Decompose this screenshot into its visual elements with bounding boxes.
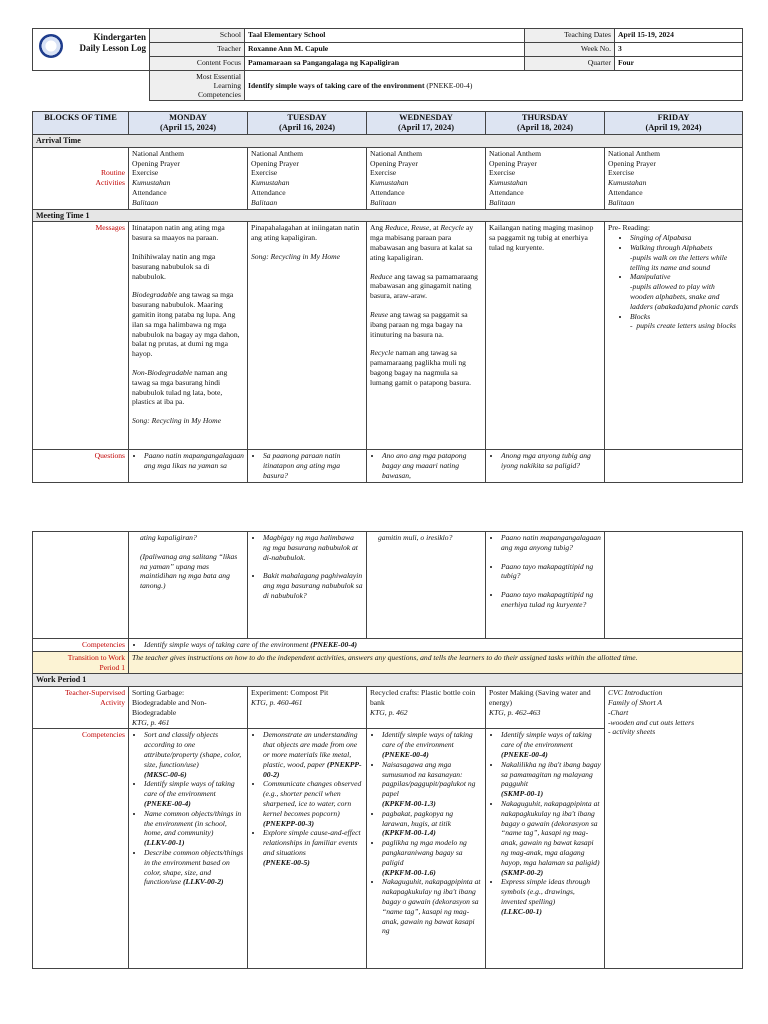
title-cell [33, 29, 150, 71]
questions-tuesday-continued: • Magbigay ng mga halimbawa ng mga basurang nabubulok at di-nabubulok. • Bakit mahalagang paghiwalayin ang mga basurang nabubulok sa di nabubulok? [248, 532, 367, 639]
transition-text: The teacher gives instructions on how to do the independent activities, answers any questions, and tells the learners to do their assigned tasks within the allotted time. [129, 651, 743, 674]
work-competencies-thursday: • Identify simple ways of taking care of the environment (PNEKE-00-4) • Nakalilikha ng iba't ibang bagay sa pamamagitan ng malayang pagguhit (SKMP-00-1) • Nakaguguhit, nakapagpipinta at nakapagkukulay ng iba't ibang bagay o gawain (dekorasyon sa “name tag”, kasapi ng mag-anak, gawain ng bawat kasapi ng mag-anak, mga alagang hayop, mga halaman sa paligid) (SKMP-00-2) • Express simple ideas through symbols (e.g., drawings, invented spelling) (LLKC-00-1) [486, 729, 605, 969]
week-value: 3 [615, 43, 743, 57]
row-label-meeting-competencies: Competencies [33, 639, 129, 652]
messages-wednesday: Ang Reduce, Reuse, at Recycle ay mga mabisang paraan para mabawasan ang basura at kalat sa ating kapaligiran. Reduce ang tawag sa pamamaraang mabawasan ang ginagamit nating basura, araw-araw. Reuse ang tawag sa paggamit sa ibang paraan ng mga bagay na itinuturing na basura na. Recycle naman ang tawag sa pamamaraang paglikha muli ng bagong bagay na nagmula sa lumang gamit o patapong basura. [367, 222, 486, 450]
dates-value: April 15-19, 2024 [615, 29, 743, 43]
routine-line: Exercise [132, 168, 159, 178]
melc-label-3: Competencies [197, 90, 241, 99]
meeting-competency: • Identify simple ways of taking care of the environment (PNEKE-00-4) [129, 639, 743, 652]
row-label-questions: Questions [33, 450, 129, 482]
routine-line: National Anthem [251, 148, 304, 158]
routine-line: Attendance [132, 187, 167, 197]
title-line-1: Kindergarten [93, 32, 146, 42]
lesson-table-page-1 [32, 111, 743, 483]
questions-thursday-continued: • Paano natin mapangangalagaan ang mga anyong tubig? • Paano tayo makapagtitipid ng tubig? • Paano tayo makapagtitipid ng enerhiya tulad ng kuryente? [486, 532, 605, 639]
messages-tuesday: Pinapahalagahan at iniingatan natin ang ating kapaligiran. Song: Recycling in My Home [248, 222, 367, 450]
activity-tuesday: Experiment: Compost Pit KTG, p. 460-461 [248, 687, 367, 729]
routine-line: Kumustahan [251, 178, 290, 188]
routine-tuesday [248, 147, 367, 209]
routine-line: Exercise [608, 168, 635, 178]
routine-line: Kumustahan [608, 178, 647, 188]
melc-label-1: Most Essential [196, 72, 241, 81]
routine-line: National Anthem [608, 148, 661, 158]
routine-line: Opening Prayer [370, 158, 418, 168]
routine-line: Balitaan [608, 197, 635, 207]
activity-monday: Sorting Garbage: Biodegradable and Non-Biodegradable KTG, p. 461 [129, 687, 248, 729]
lesson-table-page-2 [32, 531, 743, 969]
routine-wednesday [367, 147, 486, 209]
routine-line: Kumustahan [489, 178, 528, 188]
messages-friday: Pre- Reading: • Singing of Alpabasa • Walking through Alphabets -pupils walk on the letters while telling its name and sound • Manipulative -pupils allowed to play with wooden alphabets, snake and ladders (abakada)and phonic cards • Blocks - pupils create letters using blocks [605, 222, 743, 450]
routine-line: Balitaan [489, 197, 516, 207]
routine-line: Opening Prayer [132, 158, 180, 168]
melc-code: (PNEKE-00-4) [426, 80, 473, 90]
routine-line: Attendance [489, 187, 524, 197]
routine-line: Opening Prayer [608, 158, 656, 168]
questions-wednesday-continued: gamitin muli, o iresiklo? [367, 532, 486, 639]
melc-label [150, 71, 245, 101]
blank-cell [33, 71, 150, 101]
messages-thursday: Kailangan nating maging masinop sa paggamit ng tubig at enerhiya tulad ng kuryente. [486, 222, 605, 450]
week-label: Week No. [525, 43, 615, 57]
routine-line: National Anthem [370, 148, 423, 158]
routine-thursday [486, 147, 605, 209]
routine-line: Opening Prayer [251, 158, 299, 168]
section-work-period-1: Work Period 1 [33, 674, 743, 687]
routine-line: Kumustahan [132, 178, 171, 188]
row-label-routine: Routine Activities [33, 147, 129, 209]
routine-line: National Anthem [489, 148, 542, 158]
routine-line: Attendance [608, 187, 643, 197]
questions-friday [605, 450, 743, 482]
melc-text: Identify simple ways of taking care of the environment [248, 80, 425, 90]
dates-label: Teaching Dates [525, 29, 615, 43]
routine-line: Exercise [251, 168, 278, 178]
routine-line: Attendance [370, 187, 405, 197]
row-label-messages: Messages [33, 222, 129, 450]
title-line-2: Daily Lesson Log [79, 43, 146, 53]
questions-monday: • Paano natin mapangangalagaan ang mga likas na yaman sa [129, 450, 248, 482]
section-meeting-time-1: Meeting Time 1 [33, 209, 743, 222]
col-thursday: THURSDAY (April 18, 2024) [486, 112, 605, 135]
routine-line: Exercise [370, 168, 397, 178]
routine-line: National Anthem [132, 148, 185, 158]
questions-friday-continued [605, 532, 743, 639]
school-value: Taal Elementary School [245, 29, 525, 43]
col-blocks-of-time: BLOCKS OF TIME [33, 112, 129, 135]
routine-line: Exercise [489, 168, 516, 178]
questions-thursday: • Anong mga anyong tubig ang iyong nakikita sa paligid? [486, 450, 605, 482]
activity-thursday: Poster Making (Saving water and energy) KTG, p. 462-463 [486, 687, 605, 729]
teacher-value: Roxanne Ann M. Capule [245, 43, 525, 57]
col-monday: MONDAY (April 15, 2024) [129, 112, 248, 135]
row-label-work-competencies: Competencies [33, 729, 129, 969]
col-friday: FRIDAY (April 19, 2024) [605, 112, 743, 135]
activity-wednesday: Recycled crafts: Plastic bottle coin bank KTG, p. 462 [367, 687, 486, 729]
routine-line: Balitaan [251, 197, 278, 207]
questions-monday-continued: ating kapaligiran? (Ipaliwanag ang salitang “likas na yaman” upang mas maintidihan ng mga bata ang tanong.) [129, 532, 248, 639]
section-arrival-time: Arrival Time [33, 135, 743, 148]
activity-friday: CVC Introduction Family of Short A -Chart -wooden and cut outs letters - activity sheets [605, 687, 743, 969]
work-competencies-monday: • Sort and classify objects according to one attribute/property (shape, color, size, function/use) (MKSC-00-6) • Identify simple ways of taking care of the environment (PNEKE-00-4) • Name common objects/things in the environment (in school, home, and community) (LLKV-00-1) • Describe common objects/things in the environment based on color, shape, size, and function/use (LLKV-00-2) [129, 729, 248, 969]
routine-line: Attendance [251, 187, 286, 197]
routine-line: Balitaan [132, 197, 159, 207]
routine-monday [129, 147, 248, 209]
content-focus-label: Content Focus [150, 57, 245, 71]
questions-label-continued [33, 532, 129, 639]
routine-line: Kumustahan [370, 178, 409, 188]
work-competencies-tuesday: • Demonstrate an understanding that objects are made from one or more materials like metal, plastic, wood, paper (PNEKPP-00-2) • Communicate changes observed (e.g., shorter pencil when sharpened, ice to water, corn kernel becomes popcorn) (PNEKPP-00-3) • Explore simple cause-and-effect relationships in familiar events and situations (PNEKE-00-5) [248, 729, 367, 969]
questions-tuesday: • Sa paanong paraan natin itinatapon ang ating mga basura? [248, 450, 367, 482]
routine-line: Opening Prayer [489, 158, 537, 168]
teacher-label: Teacher [150, 43, 245, 57]
quarter-label: Quarter [525, 57, 615, 71]
work-competencies-wednesday: • Identify simple ways of taking care of the environment (PNEKE-00-4) • Naisasagawa ang mga sumusunod na kasanayan: pagpilas/paggupit/paglukot ng papel (KPKFM-00-1.3) • pagbakat, pagkopya ng larawan, hugis, at titik (KPKFM-00-1.4) • paglikha ng mga modelo ng pangkaraniwang bagay sa paligid (KPKFM-00-1.6) • Nakaguguhit, nakapagpipinta at nakapagkukulay ng iba't ibang bagay o gawain (dekorasyon sa “name tag”, kasapi ng mag-anak, gawain ng bawat kasapi ng [367, 729, 486, 969]
melc-label-2: Learning [213, 81, 241, 90]
content-focus-value: Pamamaraan sa Pangangalaga ng Kapaligiran [245, 57, 525, 71]
quarter-value: Four [615, 57, 743, 71]
melc-value [245, 71, 743, 101]
col-wednesday: WEDNESDAY (April 17, 2024) [367, 112, 486, 135]
questions-wednesday: • Ano ano ang mga patapong bagay ang maaari nating bawasan, [367, 450, 486, 482]
routine-friday [605, 147, 743, 209]
messages-monday: Itinatapon natin ang ating mga basura sa maayos na paraan. Inihihiwalay natin ang mga basurang nabubulok sa di nabubulok. Biodegradable ang tawag sa mga basurang nabubulok. Maaring gamitin itong pataba ng lupa. Ang ilan sa mga halimbawa ng mga nabubulok na bagay ay mga dahon, balat ng prutas, at dumi ng mga hayop. Non-Biodegradable naman ang tawag sa mga basurang hindi nabubulok tulad ng lata, bote, plastics at iba pa. Song: Recycling in My Home [129, 222, 248, 450]
row-label-teacher-supervised: Teacher-Supervised Activity [33, 687, 129, 729]
page-two [32, 531, 742, 969]
deped-seal-icon [39, 34, 63, 58]
header-table [32, 28, 743, 101]
routine-line: Balitaan [370, 197, 397, 207]
page-one [32, 28, 742, 483]
school-label: School [150, 29, 245, 43]
row-label-transition: Transition to Work Period 1 [33, 651, 129, 674]
col-tuesday: TUESDAY (April 16, 2024) [248, 112, 367, 135]
